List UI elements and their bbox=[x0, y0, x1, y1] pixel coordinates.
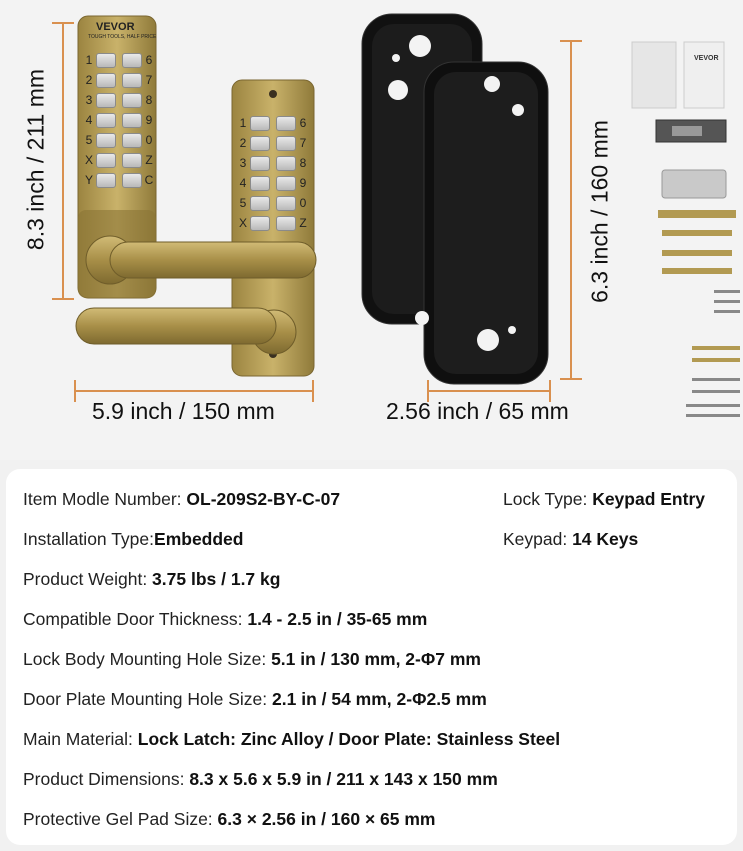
keypad-large-row bbox=[84, 90, 154, 110]
pad-width-line bbox=[427, 390, 551, 392]
spec-weight: Product Weight: 3.75 lbs / 1.7 kg bbox=[23, 569, 281, 589]
lock-height-label: 8.3 inch / 211 mm bbox=[22, 68, 49, 251]
keypad-small-key-button[interactable] bbox=[276, 216, 296, 231]
specs-panel bbox=[6, 469, 737, 845]
spec-door-thickness: Compatible Door Thickness: 1.4 - 2.5 in / 35-65 mm bbox=[23, 609, 428, 629]
keypad-large-key-button[interactable] bbox=[122, 113, 142, 128]
width-tick-left bbox=[74, 380, 76, 402]
keypad-small-key-label: X bbox=[238, 216, 247, 230]
keypad-small-key-button[interactable] bbox=[250, 136, 270, 151]
spec-material-value: Lock Latch: Zinc Alloy / Door Plate: Stainless Steel bbox=[137, 729, 561, 749]
keypad-large-key-label: 0 bbox=[145, 133, 153, 147]
keypad-large-row bbox=[84, 50, 154, 70]
keypad-small-key-label: 4 bbox=[239, 176, 247, 190]
keypad-large-key-label: 9 bbox=[145, 113, 153, 127]
spec-installation-value: Embedded bbox=[154, 529, 244, 549]
keypad-large-key-label: Y bbox=[84, 173, 93, 187]
pad-width-label: 2.56 inch / 65 mm bbox=[386, 398, 569, 424]
keypad-large-key-button[interactable] bbox=[122, 133, 142, 148]
keypad-small-key-button[interactable] bbox=[250, 196, 270, 211]
spec-dimensions-value: 8.3 x 5.6 x 5.9 in / 211 x 143 x 150 mm bbox=[189, 769, 498, 789]
keypad-large-key-label: 3 bbox=[85, 93, 93, 107]
brand-tagline: TOUGH TOOLS, HALF PRICE bbox=[88, 34, 157, 40]
keypad-large-key-button[interactable] bbox=[122, 93, 142, 108]
spec-lock-hole: Lock Body Mounting Hole Size: 5.1 in / 130 mm, 2-Φ7 mm bbox=[23, 649, 481, 669]
keypad-small-key-button[interactable] bbox=[276, 156, 296, 171]
keypad-small-key-label: 7 bbox=[299, 136, 307, 150]
brand-logo: VEVOR bbox=[96, 21, 135, 33]
pad-height-line bbox=[570, 40, 572, 380]
keypad-small-row bbox=[238, 113, 308, 133]
keypad-small bbox=[238, 113, 308, 233]
spec-plate-hole-value: 2.1 in / 54 mm, 2-Φ2.5 mm bbox=[272, 689, 487, 709]
spec-lock-hole-value: 5.1 in / 130 mm, 2-Φ7 mm bbox=[271, 649, 481, 669]
keypad-small-key-button[interactable] bbox=[276, 116, 296, 131]
spec-weight-value: 3.75 lbs / 1.7 kg bbox=[152, 569, 281, 589]
spec-installation: Installation Type:Embedded bbox=[23, 529, 244, 549]
keypad-large-row bbox=[84, 110, 154, 130]
keypad-large-key-label: 4 bbox=[85, 113, 93, 127]
width-tick-right bbox=[312, 380, 314, 402]
spec-lock-type-value: Keypad Entry bbox=[592, 489, 705, 509]
keypad-large-row bbox=[84, 150, 154, 170]
spec-material: Main Material: Lock Latch: Zinc Alloy / Door Plate: Stainless Steel bbox=[23, 729, 561, 749]
pad-height-tick-bottom bbox=[560, 378, 582, 380]
spec-gel-pad-value: 6.3 × 2.56 in / 160 × 65 mm bbox=[217, 809, 436, 829]
keypad-large-key-label: X bbox=[84, 153, 93, 167]
keypad-small-key-label: 6 bbox=[299, 116, 307, 130]
keypad-small-key-button[interactable] bbox=[250, 116, 270, 131]
keypad-large-key-button[interactable] bbox=[96, 53, 116, 68]
keypad-large-key-label: 6 bbox=[145, 53, 153, 67]
keypad-small-row bbox=[238, 133, 308, 153]
keypad-small-row bbox=[238, 213, 308, 233]
keypad-small-key-button[interactable] bbox=[250, 176, 270, 191]
keypad-large-key-label: 7 bbox=[145, 73, 153, 87]
keypad-small-key-label: 1 bbox=[239, 116, 247, 130]
keypad-large-row bbox=[84, 170, 154, 190]
keypad-small-key-button[interactable] bbox=[250, 156, 270, 171]
lock-width-label: 5.9 inch / 150 mm bbox=[92, 398, 275, 424]
keypad-large-key-label: 8 bbox=[145, 93, 153, 107]
keypad-small-key-label: 3 bbox=[239, 156, 247, 170]
height-dimension-line bbox=[62, 22, 64, 300]
keypad-large-key-label: C bbox=[144, 173, 154, 187]
width-dimension-line bbox=[74, 390, 314, 392]
keypad-large bbox=[84, 50, 154, 190]
keypad-large-key-label: 2 bbox=[85, 73, 93, 87]
keypad-large-key-button[interactable] bbox=[122, 73, 142, 88]
spec-keypad: Keypad: 14 Keys bbox=[503, 529, 639, 549]
keypad-small-key-label: 0 bbox=[299, 196, 307, 210]
keypad-small-key-label: 9 bbox=[299, 176, 307, 190]
keypad-small-row bbox=[238, 173, 308, 193]
keypad-small-key-label: 5 bbox=[239, 196, 247, 210]
keypad-small-key-button[interactable] bbox=[276, 176, 296, 191]
keypad-small-key-label: 2 bbox=[239, 136, 247, 150]
spec-door-thickness-value: 1.4 - 2.5 in / 35-65 mm bbox=[247, 609, 428, 629]
keypad-large-key-button[interactable] bbox=[122, 153, 142, 168]
keypad-large-key-button[interactable] bbox=[96, 93, 116, 108]
gel-pad-image bbox=[358, 10, 558, 380]
pad-height-tick-top bbox=[560, 40, 582, 42]
spec-lock-type: Lock Type: Keypad Entry bbox=[503, 489, 705, 509]
accessories-image bbox=[632, 38, 719, 428]
keypad-large-key-button[interactable] bbox=[96, 73, 116, 88]
svg-text:VEVOR: VEVOR bbox=[694, 55, 719, 62]
spec-dimensions: Product Dimensions: 8.3 x 5.6 x 5.9 in / 211 x 143 x 150 mm bbox=[23, 769, 498, 789]
spec-gel-pad: Protective Gel Pad Size: 6.3 × 2.56 in / 160 × 65 mm bbox=[23, 809, 436, 829]
keypad-small-key-button[interactable] bbox=[250, 216, 270, 231]
pad-height-label: 6.3 inch / 160 mm bbox=[586, 120, 613, 303]
keypad-large-row bbox=[84, 70, 154, 90]
keypad-large-key-button[interactable] bbox=[96, 173, 116, 188]
spec-keypad-value: 14 Keys bbox=[572, 529, 639, 549]
keypad-small-key-label: 8 bbox=[299, 156, 307, 170]
keypad-large-key-button[interactable] bbox=[96, 133, 116, 148]
keypad-small-key-button[interactable] bbox=[276, 136, 296, 151]
keypad-large-row bbox=[84, 130, 154, 150]
keypad-small-row bbox=[238, 193, 308, 213]
spec-model-value: OL-209S2-BY-C-07 bbox=[186, 489, 341, 509]
spec-model: Item Modle Number: OL-209S2-BY-C-07 bbox=[23, 489, 341, 509]
keypad-large-key-button[interactable] bbox=[96, 113, 116, 128]
keypad-large-key-button[interactable] bbox=[96, 153, 116, 168]
keypad-large-key-label: 1 bbox=[85, 53, 93, 67]
keypad-large-key-button[interactable] bbox=[122, 173, 142, 188]
keypad-large-key-button[interactable] bbox=[122, 53, 142, 68]
keypad-small-key-button[interactable] bbox=[276, 196, 296, 211]
keypad-large-key-label: 5 bbox=[85, 133, 93, 147]
keypad-small-key-label: Z bbox=[299, 216, 307, 230]
keypad-large-key-label: Z bbox=[145, 153, 153, 167]
spec-plate-hole: Door Plate Mounting Hole Size: 2.1 in / 54 mm, 2-Φ2.5 mm bbox=[23, 689, 487, 709]
keypad-small-row bbox=[238, 153, 308, 173]
